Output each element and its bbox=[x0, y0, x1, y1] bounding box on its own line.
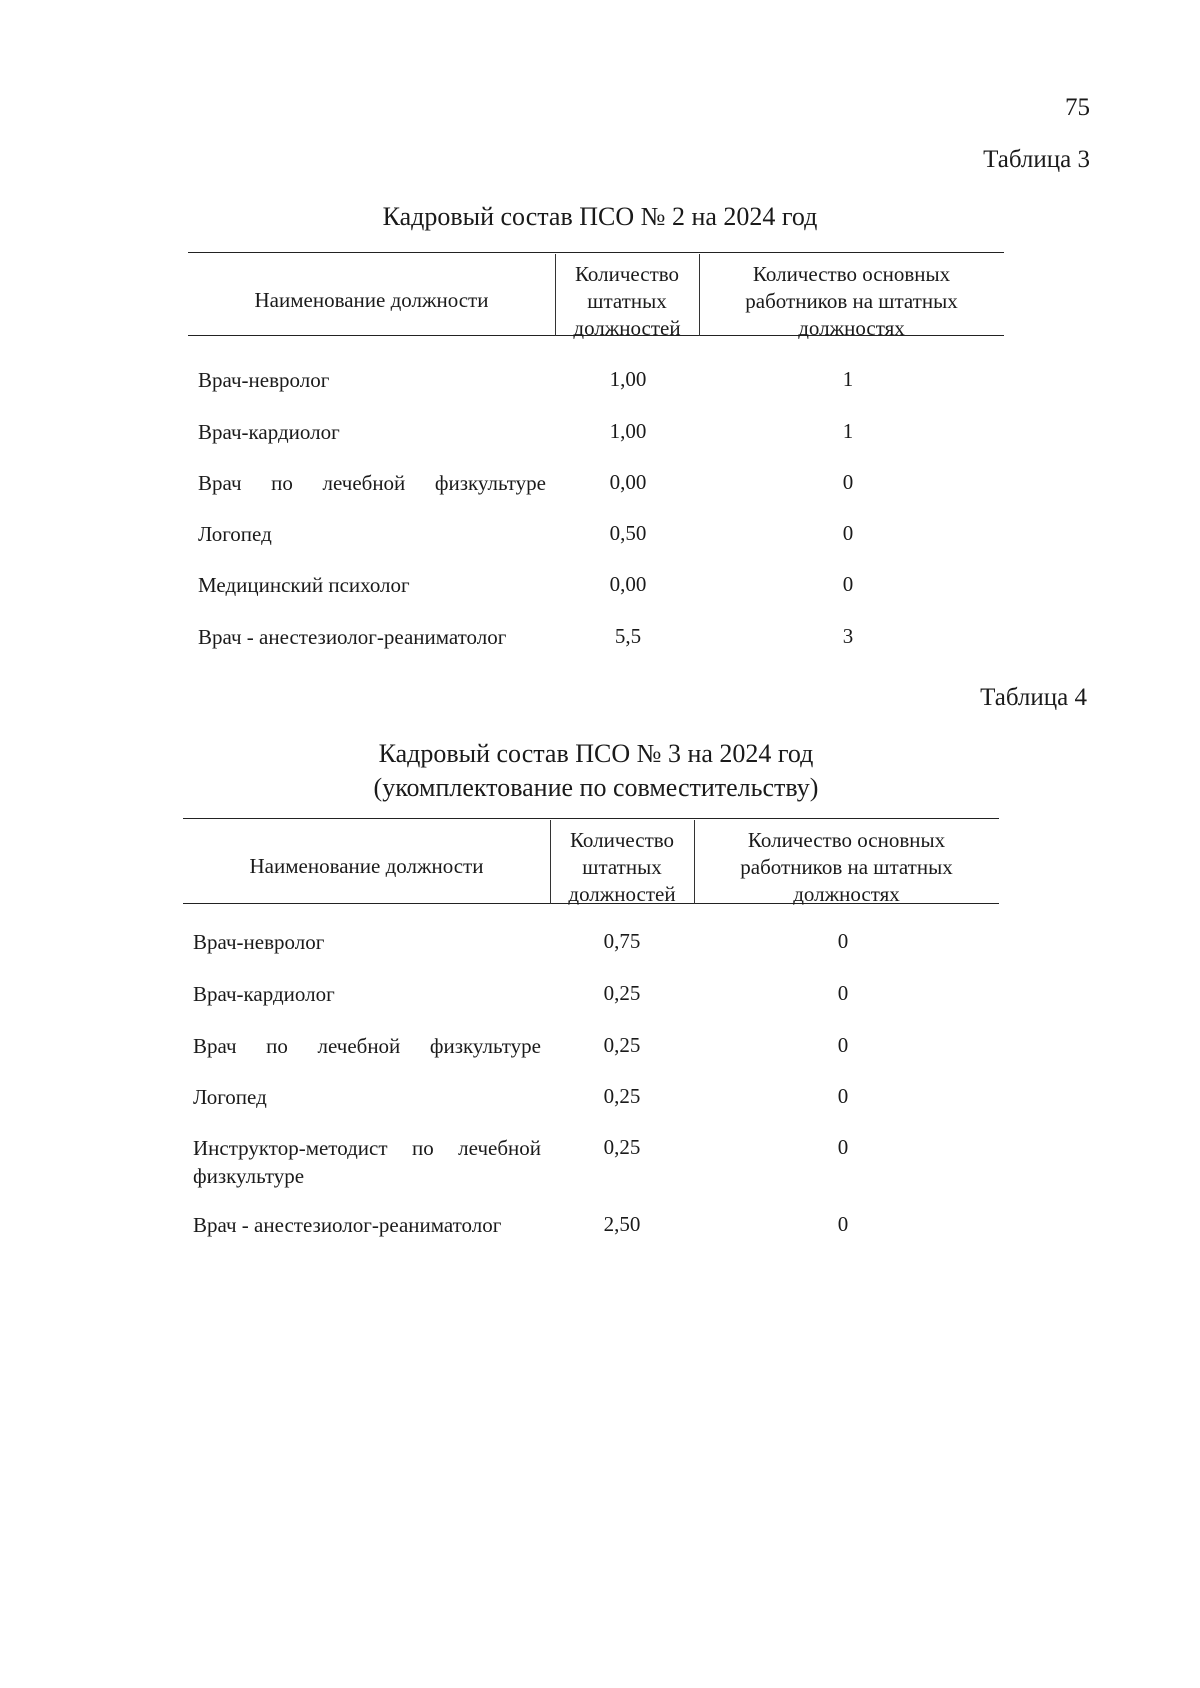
header-line: должностей bbox=[573, 316, 681, 340]
table-row-position: Врач - анестезиолог-реаниматолог bbox=[193, 1213, 502, 1237]
table-row-staff-units: 1,00 bbox=[609, 419, 647, 443]
table-row-position: Врач по лечебной физкультуре bbox=[193, 1034, 541, 1058]
header-line: работников на штатных bbox=[740, 855, 953, 879]
table-4-title bbox=[196, 737, 996, 805]
table-row-staff-units: 5,5 bbox=[614, 624, 642, 648]
table-4-header-position: Наименование должности bbox=[249, 854, 484, 878]
table-row-staff-units: 0,00 bbox=[609, 470, 647, 494]
page-number: 75 bbox=[1065, 94, 1090, 121]
table-row-main-workers: 0 bbox=[837, 981, 849, 1005]
table-row-main-workers: 0 bbox=[842, 521, 854, 545]
table-4-title-line: Кадровый состав ПСО № 3 на 2024 год bbox=[378, 739, 814, 768]
table-row-position: Логопед bbox=[193, 1085, 267, 1109]
table-row-main-workers: 0 bbox=[842, 572, 854, 596]
table-row-staff-units: 0,25 bbox=[603, 1033, 641, 1057]
table-row-position: Логопед bbox=[198, 522, 272, 546]
header-line: должностях bbox=[793, 882, 900, 906]
table-row-staff-units: 0,75 bbox=[603, 929, 641, 953]
table-row-main-workers: 0 bbox=[837, 1212, 849, 1236]
header-line: должностей bbox=[568, 882, 676, 906]
header-line: Количество bbox=[574, 262, 680, 286]
table-4-header-staff-units bbox=[550, 827, 694, 908]
header-line: штатных bbox=[587, 289, 667, 313]
table-3-header-position: Наименование должности bbox=[254, 288, 489, 312]
table-row-position: Врач по лечебной физкультуре bbox=[198, 471, 546, 495]
table-row-staff-units: 0,25 bbox=[603, 981, 641, 1005]
table-row-position: Врач-невролог bbox=[198, 368, 330, 392]
table-3-title-line: Кадровый состав ПСО № 2 на 2024 год bbox=[382, 202, 818, 231]
table-3-header-staff-units bbox=[555, 261, 699, 342]
table-row-position: Медицинский психолог bbox=[198, 573, 410, 597]
table-row-staff-units: 0,00 bbox=[609, 572, 647, 596]
table-row-position: Врач-кардиолог bbox=[193, 982, 335, 1006]
table-row-staff-units: 0,25 bbox=[603, 1084, 641, 1108]
table-row-main-workers: 0 bbox=[837, 1135, 849, 1159]
header-line: Количество bbox=[569, 828, 675, 852]
table-row-main-workers: 0 bbox=[837, 1084, 849, 1108]
table-row-staff-units: 0,25 bbox=[603, 1135, 641, 1159]
table-4-header-main-workers bbox=[694, 827, 999, 908]
table-row-main-workers: 1 bbox=[842, 367, 854, 391]
table-4 bbox=[183, 818, 999, 1258]
header-line: должностях bbox=[798, 316, 905, 340]
table-3-top-rule bbox=[188, 252, 1004, 253]
table-3 bbox=[188, 252, 1004, 652]
table-row-main-workers: 0 bbox=[837, 1033, 849, 1057]
header-line: работников на штатных bbox=[745, 289, 958, 313]
table-4-title-line: (укомплектование по совместительству) bbox=[373, 773, 819, 802]
table-3-caption: Таблица 3 bbox=[983, 146, 1090, 173]
table-4-caption: Таблица 4 bbox=[980, 684, 1087, 711]
table-row-staff-units: 0,50 bbox=[609, 521, 647, 545]
header-line: штатных bbox=[582, 855, 662, 879]
header-line: Количество основных bbox=[752, 262, 951, 286]
header-line: Количество основных bbox=[747, 828, 946, 852]
table-4-top-rule bbox=[183, 818, 999, 819]
table-row-main-workers: 0 bbox=[837, 929, 849, 953]
table-3-title bbox=[200, 200, 1000, 234]
table-row-position: Врач-невролог bbox=[193, 930, 325, 954]
table-row-main-workers: 1 bbox=[842, 419, 854, 443]
table-3-header-main-workers bbox=[699, 261, 1004, 342]
table-row-position: Инструктор-методист по лечебной физкультуре bbox=[193, 1136, 541, 1188]
table-row-position: Врач-кардиолог bbox=[198, 420, 340, 444]
table-row-staff-units: 2,50 bbox=[603, 1212, 641, 1236]
table-row-position: Врач - анестезиолог-реаниматолог bbox=[198, 625, 507, 649]
table-row-main-workers: 3 bbox=[842, 624, 854, 648]
table-row-main-workers: 0 bbox=[842, 470, 854, 494]
table-row-staff-units: 1,00 bbox=[609, 367, 647, 391]
